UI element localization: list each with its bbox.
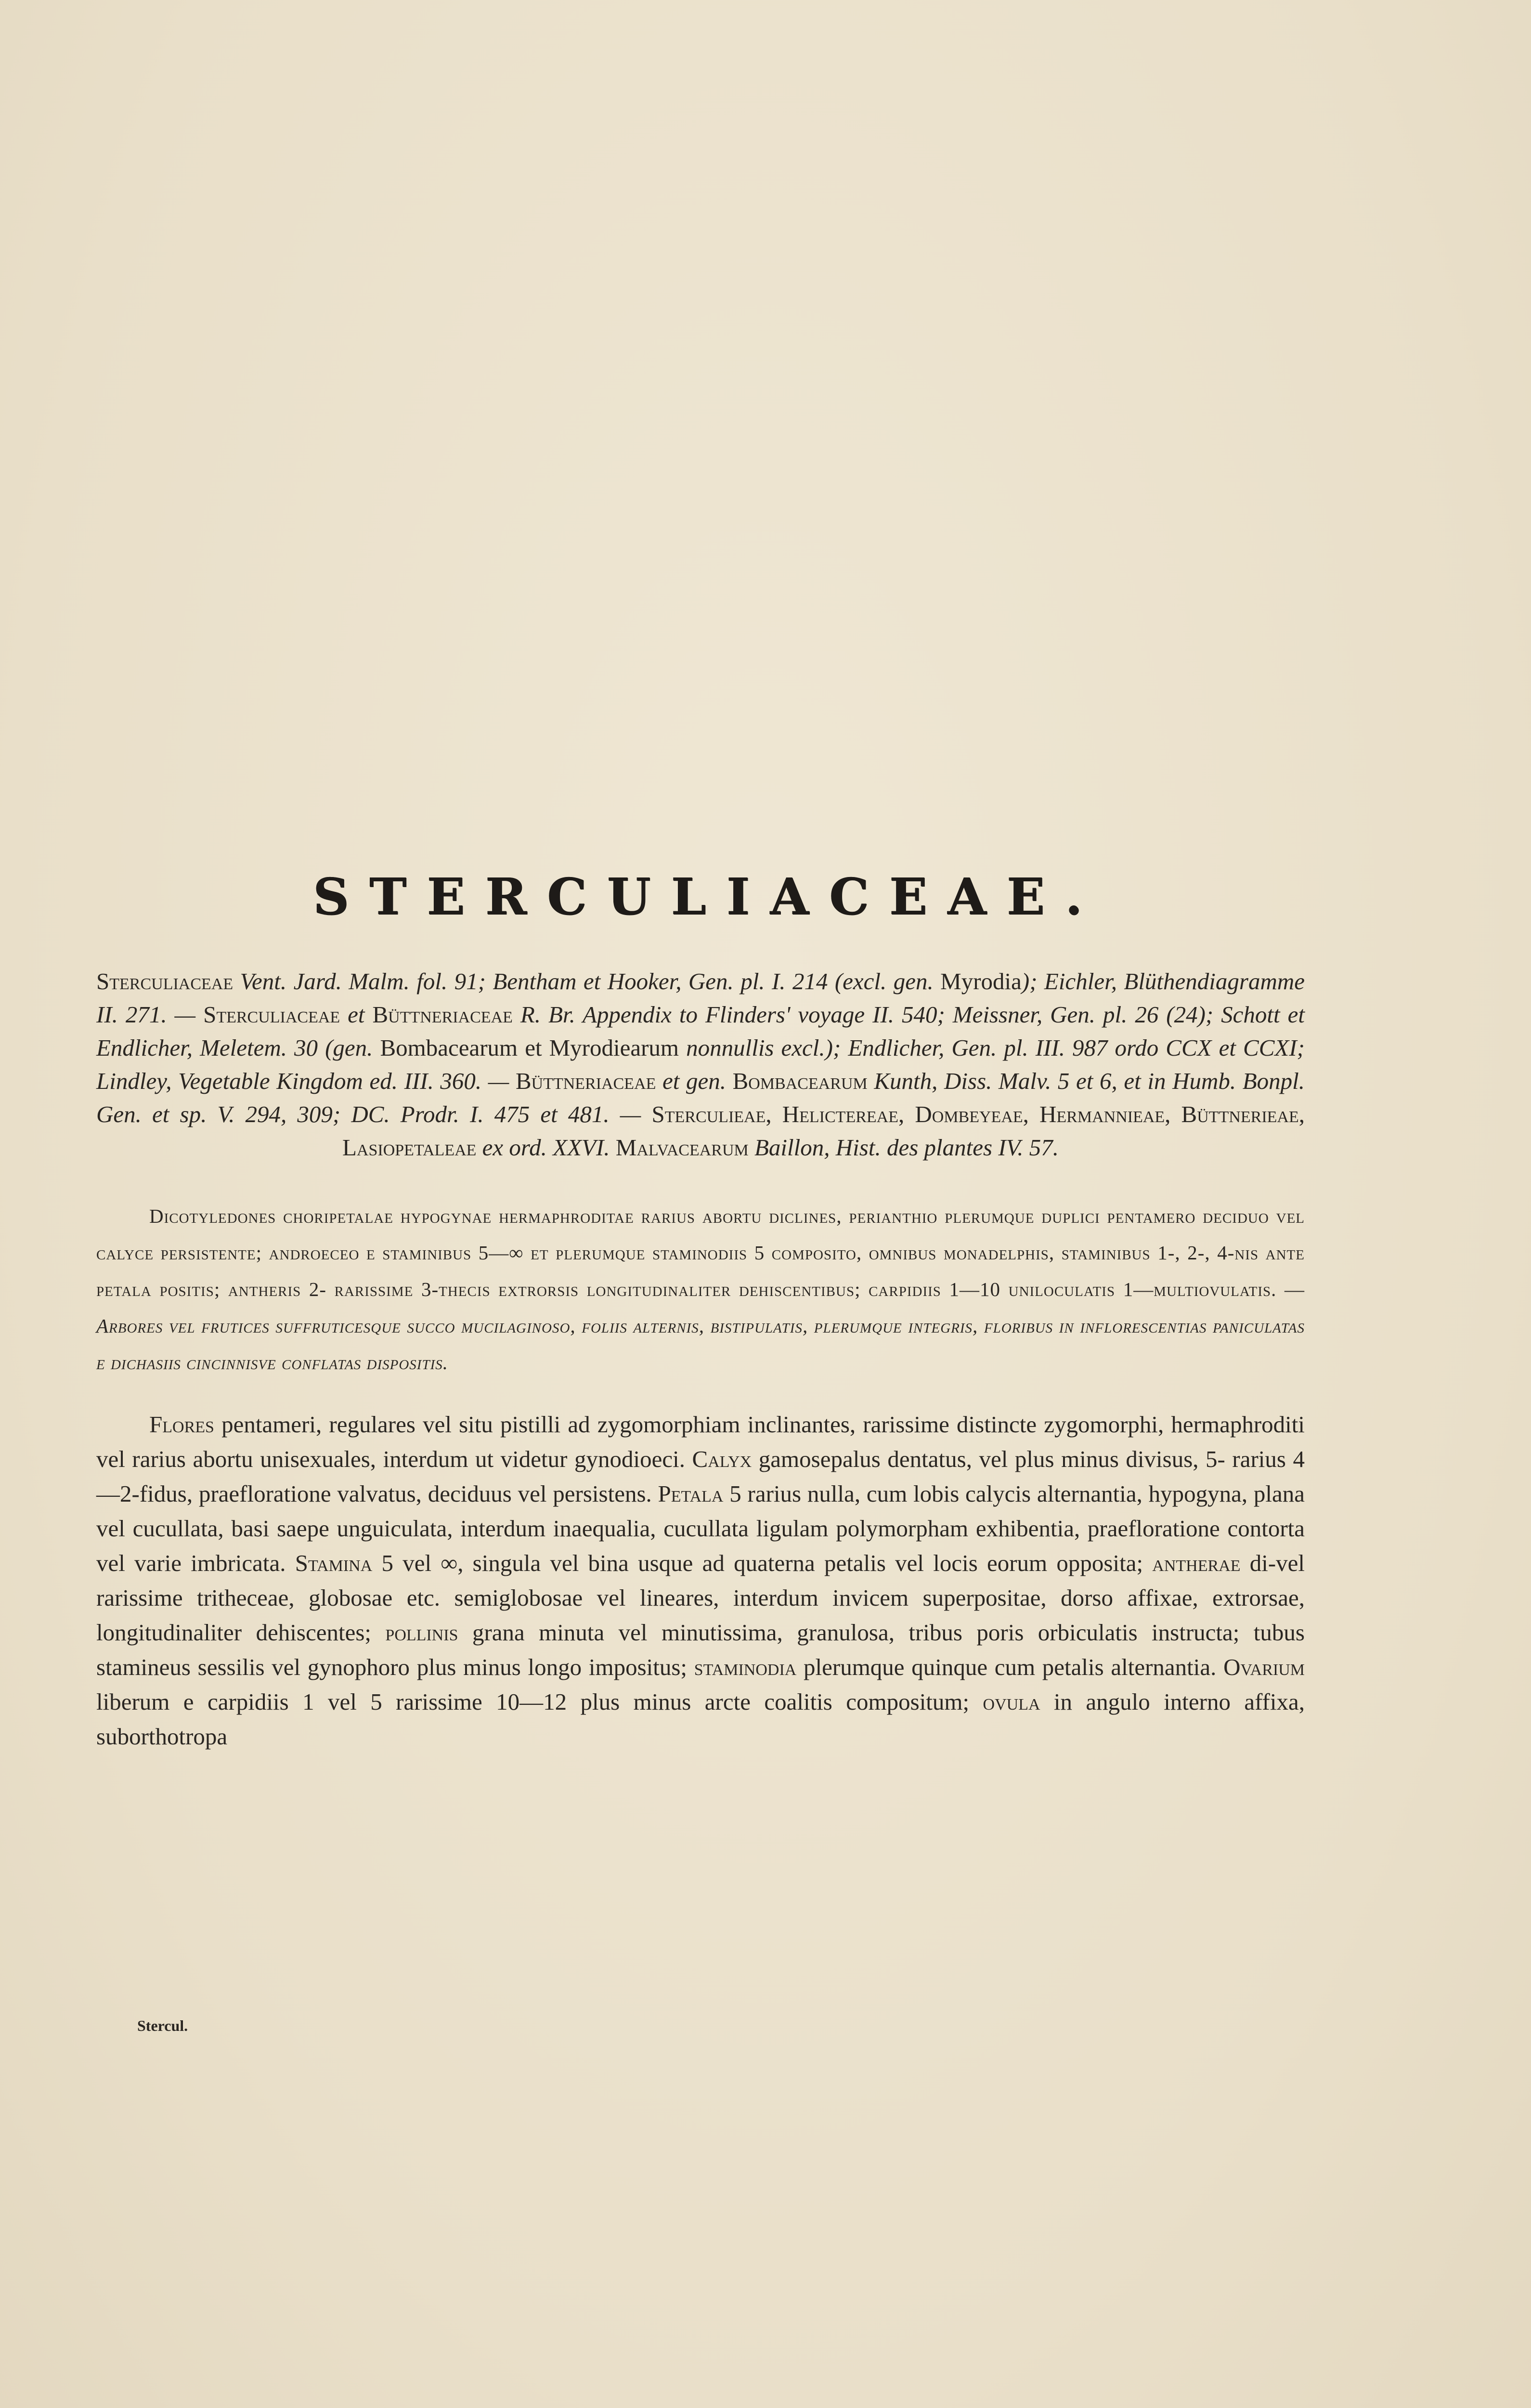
description-run: ovula (983, 1688, 1040, 1715)
description-run: in angulo interno affixa, suborthotropa (96, 1688, 1305, 1750)
synonymy-run: Kunth, Diss. Malv. 5 et 6, et in Humb. Bonpl. Gen. et sp. V. 294, 309; DC. Prodr. I. 475 et 481. — (96, 1068, 1305, 1127)
description-run: plerumque quinque cum petalis alternantia. (796, 1654, 1224, 1680)
description-run: Calyx (692, 1446, 752, 1472)
family-title: STERCULIACEAE. (312, 867, 1103, 926)
diagnosis-paragraph (96, 1198, 1305, 1381)
description-run: Flores (149, 1411, 214, 1438)
description-run: pentameri, regulares vel situ pistilli ad zygomorphiam inclinantes, rarissime distincte zygomorphi, hermaphroditi vel rarius abortu unisexuales, interdum ut videtur gynodioeci. (96, 1411, 1305, 1472)
description-run: di-vel rarissime tritheceae, globosae etc. semiglobosae vel lineares, interdum invicem superpositae, dorso affixae, extrorsae, longitudinaliter dehiscentes; (96, 1550, 1305, 1646)
synonymy-paragraph (96, 965, 1305, 1164)
diagnosis-run: Dicotyledones choripetalae hypogynae hermaphroditae rarius abortu diclines, perianthio plerumque duplici pentamero deciduo vel calyce persistente; androeceo e staminibus 5—∞ et plerumque staminodiis 5 composito, omnibus monadelphis, staminibus 1-, 2-, 4-nis ante petala positis; antheris 2- rarissime 3-thecis extrorsis longitudinaliter dehiscentibus; carpidiis 1—10 uniloculatis 1—multiovulatis. — (96, 1205, 1305, 1300)
description-run: Ovarium (1223, 1654, 1305, 1680)
signature-mark: Stercul. (137, 2017, 188, 2034)
synonymy-run: R. Br. Appendix to Flinders' voyage II. 540; Meissner, Gen. pl. 26 (24); Schott et Endlicher, Meletem. 30 (gen. (96, 1001, 1305, 1061)
synonymy-run: Bombacearum (732, 1068, 868, 1094)
description-run: pollinis (385, 1619, 458, 1646)
description-run: antherae (1152, 1550, 1241, 1576)
synonymy-run: Bombacearum et Myrodiearum (380, 1034, 679, 1061)
synonymy-run: ); Eichler, Blüthendiagramme II. 271. — (96, 968, 1305, 1028)
description-run: Stamina (295, 1550, 373, 1576)
synonymy-run: Vent. Jard. Malm. fol. 91; Bentham et Hooker, Gen. pl. I. 214 (excl. gen. (233, 968, 941, 995)
synonymy-run: Myrodia (940, 968, 1022, 995)
description-run: grana minuta vel minutissima, granulosa, tribus poris orbiculatis instructa; tubus stamineus sessilis vel gynophoro plus minus longo impositus; (96, 1619, 1305, 1680)
synonymy-run: Sterculiaceae (96, 968, 234, 995)
synonymy-run: et gen. (656, 1068, 733, 1094)
description-run: Petala (658, 1480, 724, 1507)
description-run: 5 vel ∞, singula vel bina usque ad quaterna petalis vel locis eorum opposita; (372, 1550, 1153, 1576)
diagnosis-run: Arbores vel frutices suffruticesque succo mucilaginoso, foliis alternis, bistipulatis, plerumque integris, floribus in inflorescentias paniculatas e dichasiis cincinnisve conflatas dispositis. (96, 1315, 1305, 1374)
synonymy-run: Malvacearum (615, 1134, 749, 1161)
synonymy-run: nonnullis excl.); Endlicher, Gen. pl. III. 987 ordo CCX et CCXI; Lindley, Vegetable Kingdom ed. III. 360. — (96, 1034, 1305, 1094)
synonymy-run: Sterculieae, Helictereae, Dombeyeae, Hermannieae, Büttnerieae, Lasiopetaleae (342, 1101, 1305, 1161)
page-body (96, 867, 1305, 1754)
synonymy-run: Sterculiaceae (203, 1001, 340, 1028)
synonymy-run: et (340, 1001, 373, 1028)
description-run: 5 rarius nulla, cum lobis calycis alternantia, hypogyna, plana vel cucullata, basi saepe unguiculata, interdum inaequalia, cucullata ligulam polymorpham exhibentia, praefloratione contorta vel varie imbricata. (96, 1480, 1305, 1576)
synonymy-run: Baillon, Hist. des plantes IV. 57. (748, 1134, 1059, 1161)
synonymy-run: ex ord. XXVI. (476, 1134, 616, 1161)
description-paragraph (96, 1407, 1305, 1754)
synonymy-run: Büttneriaceae (372, 1001, 513, 1028)
description-run: staminodia (694, 1654, 797, 1680)
description-run: gamosepalus dentatus, vel plus minus divisus, 5- rarius 4—2-fidus, praefloratione valvatus, deciduus vel persistens. (96, 1446, 1305, 1507)
synonymy-run: Büttneriaceae (515, 1068, 656, 1094)
description-run: liberum e carpidiis 1 vel 5 rarissime 10—12 plus minus arcte coalitis compositum; (96, 1688, 983, 1715)
